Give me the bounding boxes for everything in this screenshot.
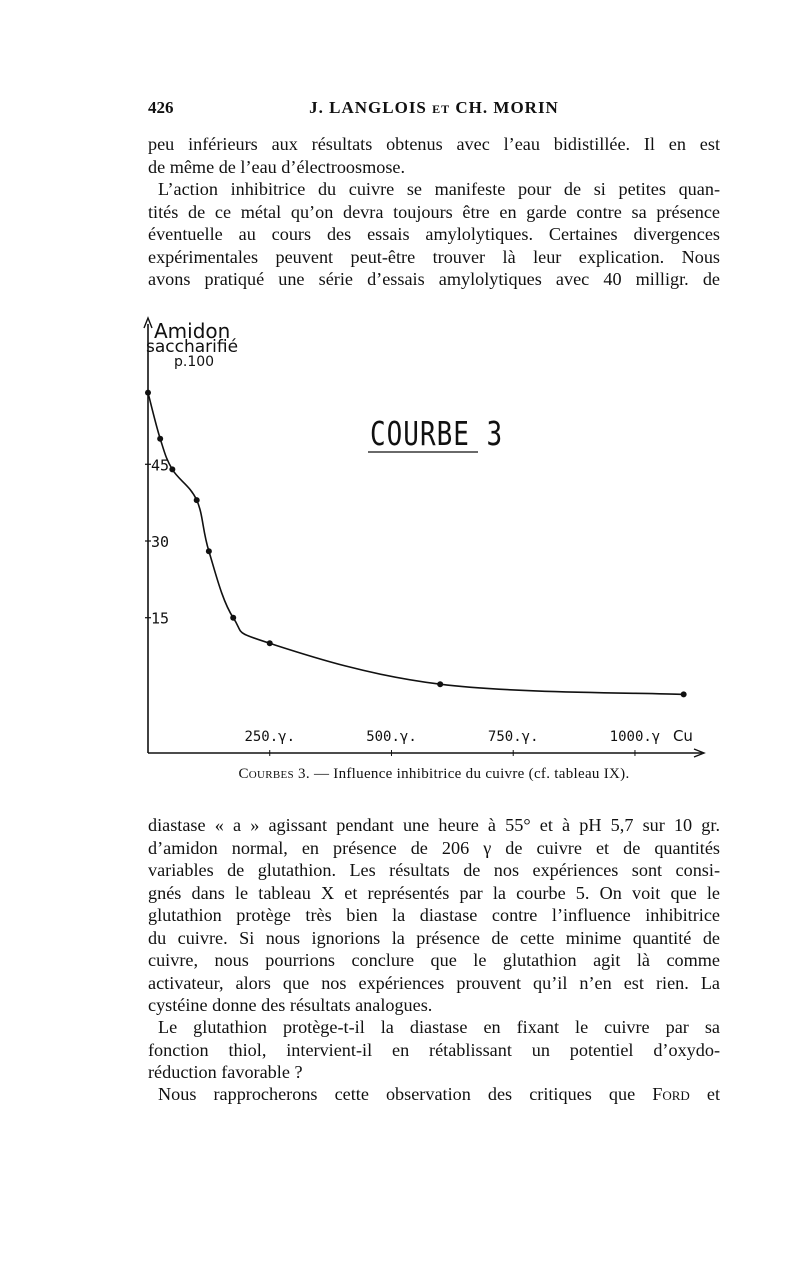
data-point	[157, 436, 163, 442]
paragraph-final	[148, 1083, 720, 1106]
text-line	[148, 1083, 720, 1106]
text-line: gnés dans le tableau X et représentés par la courbe 5. On voit que le	[148, 882, 720, 903]
text-line: activateur, alors que nos expériences prouvent qu’il n’en est rien. La	[148, 972, 720, 993]
paragraph-glutathion	[148, 1016, 720, 1084]
text-line: du cuivre. Si nous ignorions la présence de cette minime quantité de	[148, 927, 720, 948]
text-line: fonction thiol, intervient-il en rétablissant un potentiel d’oxydo-	[148, 1039, 720, 1060]
text-line: L’action inhibitrice du cuivre se manifeste pour de si petites quan-	[158, 179, 720, 199]
data-point	[230, 615, 236, 621]
data-point	[267, 640, 273, 646]
final-line-start: Nous rapprocherons cette observation des critiques que	[158, 1084, 636, 1104]
x-axis-label: Cu	[672, 727, 693, 745]
data-point	[145, 390, 151, 396]
author-name: Ford	[652, 1084, 690, 1104]
text-line: avons pratiqué une série d’essais amylolytiques avec 40 milligr. de	[148, 269, 720, 289]
text-line: Le glutathion protège-t-il la diastase en fixant le cuivre par sa	[158, 1017, 720, 1037]
text-line: de même de l’eau d’électroosmose.	[148, 156, 406, 177]
y-axis-label-line: Amidon	[154, 319, 231, 343]
paragraph-action	[148, 178, 720, 291]
page-header	[148, 98, 720, 122]
x-tick-label: 750.γ.	[487, 729, 539, 745]
paragraph-top	[148, 133, 720, 178]
data-point	[169, 466, 175, 472]
x-ticks	[244, 727, 692, 756]
y-axis-label-line: p.100	[174, 354, 215, 370]
chart-axes	[144, 318, 704, 757]
text-line: réduction favorable ?	[148, 1062, 303, 1082]
y-tick-label: 30	[151, 533, 170, 551]
text-line: expérimentales peuvent peut-être trouver là leur explication. Nous	[148, 246, 720, 267]
y-tick-label: 45	[151, 456, 170, 475]
text-line: diastase « a » agissant pendant une heure à 55° et à pH 5,7 sur 10 gr.	[148, 815, 720, 835]
caption-text: — Influence inhibitrice du cuivre (cf. tableau IX).	[313, 766, 630, 782]
running-title: J. LANGLOIS et CH. MORIN	[309, 98, 559, 117]
text-line: tités de ce métal qu’on devra toujours être en garde contre sa présence	[148, 201, 720, 222]
chart-title: COURBE 3	[370, 415, 504, 453]
page-number: 426	[148, 98, 174, 117]
figure-caption	[148, 766, 720, 783]
data-point	[437, 681, 443, 687]
paragraph-diastase	[148, 814, 720, 1017]
text-line: glutathion protège très bien la diastase contre l’influence inhibitrice	[148, 905, 720, 925]
data-point	[194, 497, 200, 503]
caption-label: Courbes 3.	[238, 766, 310, 782]
y-axis-label-line: saccharifié	[146, 337, 239, 357]
y-tick-label: 15	[151, 609, 170, 628]
data-point	[206, 548, 212, 554]
text-line: cuivre, nous pourrions conclure que le glutathion agit là comme	[148, 950, 720, 970]
text-line: variables de glutathion. Les résultats de nos expériences sont consi-	[148, 860, 720, 880]
data-point	[681, 691, 687, 697]
final-line-end: et	[706, 1084, 721, 1104]
courbe-3-chart	[128, 310, 718, 770]
y-axis-label	[146, 319, 238, 370]
text-line: éventuelle au cours des essais amylolytiques. Certaines divergences	[148, 224, 720, 244]
x-tick-label: 250.γ.	[244, 729, 296, 745]
text-line: d’amidon normal, en présence de 206 γ de cuivre et de quantités	[148, 837, 720, 858]
x-tick-label: 1000.γ	[609, 729, 661, 745]
x-tick-label: 500.γ.	[366, 729, 417, 745]
chart-title-group	[368, 415, 503, 453]
text-line: cystéine donne des résultats analogues.	[148, 995, 433, 1015]
text-line: peu inférieurs aux résultats obtenus avec l’eau bidistillée. Il en est	[148, 134, 720, 154]
